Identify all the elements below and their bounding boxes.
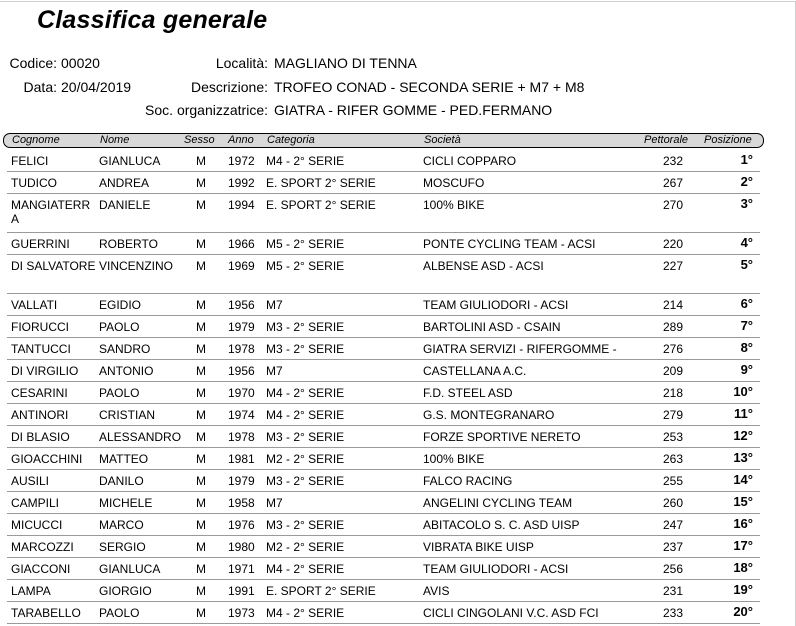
- table-row: [3, 536, 760, 558]
- societa-cell: AVIS: [423, 584, 450, 598]
- anno-cell: 1970: [228, 386, 255, 400]
- table-row: [3, 514, 760, 536]
- pettorale-cell: 270: [663, 198, 684, 212]
- societa-cell: 100% BIKE: [423, 452, 485, 466]
- anno-cell: 1972: [228, 154, 255, 168]
- pettorale-cell: 233: [663, 606, 684, 620]
- posizione-cell: 1°: [740, 152, 753, 167]
- categoria-cell: M4 - 2° SERIE: [266, 386, 345, 400]
- sesso-cell: M: [196, 237, 206, 251]
- table-row: [3, 558, 760, 580]
- nome-cell: ANTONIO: [99, 364, 154, 378]
- sesso-cell: M: [196, 518, 206, 532]
- anno-cell: 1976: [228, 518, 255, 532]
- cognome-cell: CAMPILI: [11, 496, 60, 510]
- table-row: [3, 448, 760, 470]
- nome-cell: EGIDIO: [99, 298, 142, 312]
- pettorale-cell: 218: [663, 386, 684, 400]
- nome-cell: SERGIO: [99, 540, 146, 554]
- societa-cell: PONTE CYCLING TEAM - ACSI: [423, 237, 596, 251]
- col-cognome: Cognome: [12, 134, 60, 146]
- societa-cell: G.S. MONTEGRANARO: [423, 408, 555, 422]
- sesso-cell: M: [196, 452, 206, 466]
- sesso-cell: M: [196, 364, 206, 378]
- nome-cell: ANDREA: [99, 176, 150, 190]
- localita-value: MAGLIANO DI TENNA: [274, 55, 417, 71]
- cognome-cell: DI VIRGILIO: [11, 364, 79, 378]
- categoria-cell: M7: [266, 298, 283, 312]
- sesso-cell: M: [196, 430, 206, 444]
- anno-cell: 1978: [228, 430, 255, 444]
- table-row: [3, 360, 760, 382]
- categoria-cell: M7: [266, 496, 283, 510]
- posizione-cell: 4°: [740, 235, 753, 250]
- sesso-cell: M: [196, 259, 206, 273]
- nome-cell: GIANLUCA: [99, 562, 161, 576]
- anno-cell: 1994: [228, 198, 255, 212]
- societa-cell: GIATRA SERVIZI - RIFERGOMME -: [423, 342, 617, 356]
- posizione-cell: 3°: [740, 196, 753, 211]
- pettorale-cell: 232: [663, 154, 684, 168]
- posizione-cell: 18°: [733, 560, 753, 575]
- anno-cell: 1973: [228, 606, 255, 620]
- societa-cell: BARTOLINI ASD - CSAIN: [423, 320, 561, 334]
- table-header: [3, 133, 764, 148]
- societa-cell: FALCO RACING: [423, 474, 513, 488]
- posizione-cell: 2°: [740, 174, 753, 189]
- pettorale-cell: 253: [663, 430, 684, 444]
- sesso-cell: M: [196, 474, 206, 488]
- table-row: [3, 404, 760, 426]
- pettorale-cell: 214: [663, 298, 684, 312]
- categoria-cell: M3 - 2° SERIE: [266, 430, 345, 444]
- posizione-cell: 5°: [740, 257, 753, 272]
- pettorale-cell: 267: [663, 176, 684, 190]
- categoria-cell: M3 - 2° SERIE: [266, 342, 345, 356]
- col-categoria: Categoria: [267, 134, 315, 146]
- row-divider: [7, 623, 760, 624]
- societa-cell: 100% BIKE: [423, 198, 485, 212]
- data-label: Data:: [23, 79, 57, 95]
- posizione-cell: 15°: [733, 494, 753, 509]
- sesso-cell: M: [196, 540, 206, 554]
- nome-cell: PAOLO: [99, 386, 140, 400]
- posizione-cell: 6°: [740, 296, 753, 311]
- sesso-cell: M: [196, 342, 206, 356]
- categoria-cell: M4 - 2° SERIE: [266, 408, 345, 422]
- col-nome: Nome: [100, 134, 130, 146]
- categoria-cell: M5 - 2° SERIE: [266, 237, 345, 251]
- categoria-cell: M5 - 2° SERIE: [266, 259, 345, 273]
- posizione-cell: 17°: [733, 538, 753, 553]
- categoria-cell: M2 - 2° SERIE: [266, 540, 345, 554]
- categoria-cell: E. SPORT 2° SERIE: [266, 176, 376, 190]
- descrizione-value: TROFEO CONAD - SECONDA SERIE + M7 + M8: [274, 79, 585, 95]
- cognome-cell: GIACCONI: [11, 562, 71, 576]
- societa-cell: ABITACOLO S. C. ASD UISP: [423, 518, 580, 532]
- cognome-cell: TUDICO: [11, 176, 57, 190]
- societa-cell: ANGELINI CYCLING TEAM: [423, 496, 573, 510]
- sesso-cell: M: [196, 176, 206, 190]
- cognome-cell: LAMPA: [11, 584, 51, 598]
- anno-cell: 1980: [228, 540, 255, 554]
- cognome-cell: MANGIATERRA: [11, 198, 91, 226]
- table-row: [3, 602, 760, 624]
- table-row: [3, 470, 760, 492]
- nome-cell: DANILO: [99, 474, 144, 488]
- categoria-cell: M3 - 2° SERIE: [266, 518, 345, 532]
- posizione-cell: 9°: [740, 362, 753, 377]
- pettorale-cell: 289: [663, 320, 684, 334]
- sesso-cell: M: [196, 386, 206, 400]
- sesso-cell: M: [196, 562, 206, 576]
- nome-cell: MATTEO: [99, 452, 149, 466]
- descrizione-label: Descrizione:: [190, 79, 268, 95]
- posizione-cell: 19°: [733, 582, 753, 597]
- pettorale-cell: 220: [663, 237, 684, 251]
- cognome-cell: VALLATI: [11, 298, 58, 312]
- pettorale-cell: 255: [663, 474, 684, 488]
- posizione-cell: 10°: [733, 384, 753, 399]
- posizione-cell: 14°: [733, 472, 753, 487]
- posizione-cell: 7°: [740, 318, 753, 333]
- table-row: [3, 294, 760, 316]
- col-posizione: Posizione: [704, 134, 752, 146]
- societa-cell: TEAM GIULIODORI - ACSI: [423, 562, 569, 576]
- cognome-cell: CESARINI: [11, 386, 68, 400]
- nome-cell: PAOLO: [99, 320, 140, 334]
- nome-cell: VINCENZINO: [99, 259, 174, 273]
- page-title: Classifica generale: [37, 6, 268, 34]
- sesso-cell: M: [196, 298, 206, 312]
- societa-cell: FORZE SPORTIVE NERETO: [423, 430, 581, 444]
- pettorale-cell: 227: [663, 259, 684, 273]
- cognome-cell: TANTUCCI: [11, 342, 71, 356]
- nome-cell: CRISTIAN: [99, 408, 156, 422]
- cognome-cell: DI BLASIO: [11, 430, 70, 444]
- posizione-cell: 16°: [733, 516, 753, 531]
- table-row: [3, 316, 760, 338]
- societa-cell: F.D. STEEL ASD: [423, 386, 513, 400]
- sesso-cell: M: [196, 606, 206, 620]
- nome-cell: GIORGIO: [99, 584, 152, 598]
- table-row: [3, 194, 760, 233]
- table-row: [3, 580, 760, 602]
- cognome-cell: FELICI: [11, 154, 49, 168]
- codice-label: Codice:: [9, 55, 57, 71]
- anno-cell: 1956: [228, 364, 255, 378]
- societa-cell: MOSCUFO: [423, 176, 485, 190]
- anno-cell: 1958: [228, 496, 255, 510]
- posizione-cell: 8°: [740, 340, 753, 355]
- pettorale-cell: 263: [663, 452, 684, 466]
- anno-cell: 1979: [228, 474, 255, 488]
- col-sesso: Sesso: [184, 134, 215, 146]
- sesso-cell: M: [196, 496, 206, 510]
- soc-organizzatrice-value: GIATRA - RIFER GOMME - PED.FERMANO: [274, 102, 553, 118]
- anno-cell: 1974: [228, 408, 255, 422]
- sesso-cell: M: [196, 584, 206, 598]
- table-row: [3, 492, 760, 514]
- anno-cell: 1992: [228, 176, 255, 190]
- nome-cell: GIANLUCA: [99, 154, 161, 168]
- page-top-border: [0, 1, 796, 2]
- posizione-cell: 20°: [733, 604, 753, 619]
- table-row: [3, 338, 760, 360]
- cognome-cell: MICUCCI: [11, 518, 63, 532]
- anno-cell: 1979: [228, 320, 255, 334]
- col-societa: Società: [424, 134, 461, 146]
- cognome-cell: GIOACCHINI: [11, 452, 83, 466]
- anno-cell: 1971: [228, 562, 255, 576]
- categoria-cell: M4 - 2° SERIE: [266, 606, 345, 620]
- categoria-cell: M7: [266, 364, 283, 378]
- table-row: [3, 172, 760, 194]
- anno-cell: 1956: [228, 298, 255, 312]
- pettorale-cell: 209: [663, 364, 684, 378]
- nome-cell: SANDRO: [99, 342, 151, 356]
- categoria-cell: M4 - 2° SERIE: [266, 154, 345, 168]
- cognome-cell: MARCOZZI: [11, 540, 74, 554]
- sesso-cell: M: [196, 154, 206, 168]
- categoria-cell: E. SPORT 2° SERIE: [266, 198, 376, 212]
- data-value: 20/04/2019: [61, 79, 132, 95]
- table-row: [3, 150, 760, 172]
- pettorale-cell: 237: [663, 540, 684, 554]
- categoria-cell: M3 - 2° SERIE: [266, 474, 345, 488]
- table-row: [3, 382, 760, 404]
- nome-cell: MICHELE: [99, 496, 153, 510]
- pettorale-cell: 279: [663, 408, 684, 422]
- categoria-cell: M4 - 2° SERIE: [266, 562, 345, 576]
- table-row: [3, 233, 760, 255]
- pettorale-cell: 256: [663, 562, 684, 576]
- pettorale-cell: 260: [663, 496, 684, 510]
- anno-cell: 1966: [228, 237, 255, 251]
- societa-cell: CICLI COPPARO: [423, 154, 517, 168]
- categoria-cell: M3 - 2° SERIE: [266, 320, 345, 334]
- societa-cell: TEAM GIULIODORI - ACSI: [423, 298, 569, 312]
- nome-cell: ROBERTO: [99, 237, 158, 251]
- categoria-cell: E. SPORT 2° SERIE: [266, 584, 376, 598]
- cognome-cell: ANTINORI: [11, 408, 69, 422]
- table-row: [3, 426, 760, 448]
- table-row: [3, 255, 760, 294]
- col-anno: Anno: [228, 134, 254, 146]
- anno-cell: 1978: [228, 342, 255, 356]
- pettorale-cell: 231: [663, 584, 684, 598]
- col-pettorale: Pettorale: [644, 134, 689, 146]
- nome-cell: DANIELE: [99, 198, 151, 212]
- posizione-cell: 12°: [733, 428, 753, 443]
- codice-value: 00020: [61, 55, 100, 71]
- pettorale-cell: 276: [663, 342, 684, 356]
- cognome-cell: DI SALVATORE: [11, 259, 96, 273]
- sesso-cell: M: [196, 198, 206, 212]
- pettorale-cell: 247: [663, 518, 684, 532]
- cognome-cell: GUERRINI: [11, 237, 70, 251]
- cognome-cell: AUSILI: [11, 474, 50, 488]
- soc-organizzatrice-label: Soc. organizzatrice:: [145, 102, 268, 118]
- societa-cell: CICLI CINGOLANI V.C. ASD FCI: [423, 606, 599, 620]
- societa-cell: ALBENSE ASD - ACSI: [423, 259, 544, 273]
- societa-cell: CASTELLANA A.C.: [423, 364, 527, 378]
- nome-cell: MARCO: [99, 518, 144, 532]
- sesso-cell: M: [196, 320, 206, 334]
- localita-label: Località:: [215, 55, 268, 71]
- anno-cell: 1991: [228, 584, 255, 598]
- nome-cell: PAOLO: [99, 606, 140, 620]
- societa-cell: VIBRATA BIKE UISP: [423, 540, 534, 554]
- cognome-cell: TARABELLO: [11, 606, 81, 620]
- posizione-cell: 11°: [734, 406, 753, 421]
- cognome-cell: FIORUCCI: [11, 320, 69, 334]
- nome-cell: ALESSANDRO: [99, 430, 182, 444]
- sesso-cell: M: [196, 408, 206, 422]
- categoria-cell: M2 - 2° SERIE: [266, 452, 345, 466]
- anno-cell: 1969: [228, 259, 255, 273]
- posizione-cell: 13°: [733, 450, 753, 465]
- anno-cell: 1981: [228, 452, 255, 466]
